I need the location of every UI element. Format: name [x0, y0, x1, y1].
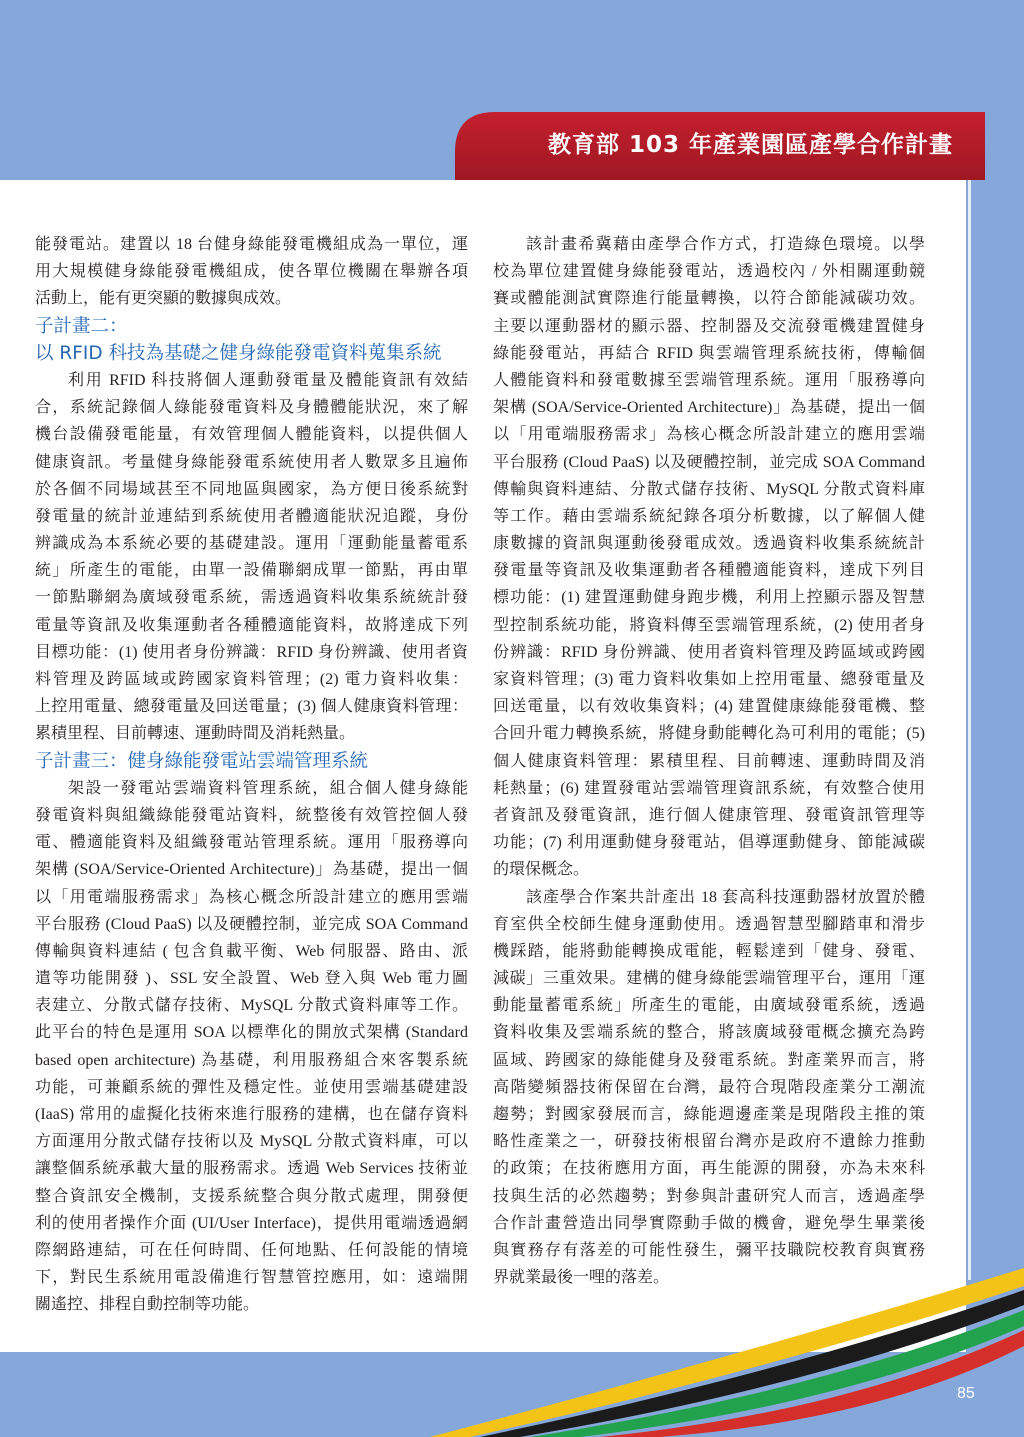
text-line: 康數據的資訊與運動後發電成效。透過資料收集系統統計 — [493, 535, 925, 553]
text-line: 份辨識：RFID 身份辨識、使用者資料管理及跨區域或跨國 — [493, 643, 925, 661]
text-line: 架構 (SOA/Service-Oriented Architecture)」為基礎，提出一個 — [493, 399, 925, 417]
text-line: 趨勢；對國家發展而言，綠能週邊產業是現階段主推的策 — [493, 1106, 925, 1123]
text-line: 賽或體能測試實際進行能量轉換，以符合節能減碳功效。 — [493, 290, 925, 308]
text-line: 方面運用分散式儲存技術以及 MySQL 分散式資料庫，可以 — [35, 1133, 468, 1151]
text-line: 動能量蓄電系統」所產生的電能，由廣域發電系統，透過 — [493, 997, 925, 1015]
text-line: 電、體適能資料及組織發電站管理系統。運用「服務導向 — [35, 834, 468, 852]
text-line: 整合資訊安全機制，支援系統整合與分散式處理，開發便 — [35, 1187, 468, 1205]
text-line: 回送電量，以有效收集資料；(4) 建置健康綠能發電機、整 — [493, 698, 925, 716]
text-line: 合，系統記錄個人綠能發電資料及身體體能狀況，來了解 — [35, 399, 468, 417]
text-line: 界就業最後一哩的落差。 — [493, 1269, 670, 1287]
text-line: 該產學合作案共計產出 18 套高科技運動器材放置於體 — [526, 888, 925, 906]
text-line: 等工作。藉由雲端系統紀錄各項分析數據，以了解個人健 — [493, 507, 925, 525]
header-title: 教育部 103 年產業園區產學合作計畫 — [548, 132, 954, 158]
paragraph — [35, 231, 468, 313]
text-line: 發電資料與組織綠能發電站資料，統整後有效管控個人發 — [35, 806, 468, 824]
text-line: 機台設備發電能量，有效管理個人體能資料，以提供個人 — [35, 426, 468, 444]
text-line: 用大規模健身綠能發電機組成，使各單位機關在舉辦各項 — [35, 263, 468, 281]
text-line: 平台服務 (Cloud PaaS) 以及硬體控制，並完成 SOA Command — [493, 453, 925, 471]
text-line: 傳輸與資料連結、分散式儲存技術、MySQL 分散式資料庫 — [493, 480, 925, 498]
text-line: 際網路連結，可在任何時間、任何地點、任何設能的情境 — [35, 1241, 468, 1259]
text-line: 遣等功能開發 )、SSL 安全設置、Web 登入與 Web 電力圖 — [35, 970, 468, 988]
right-edge-line — [968, 180, 971, 1280]
text-line: 區域、跨國家的綠能健身及發電系統。對產業界而言，將 — [493, 1051, 925, 1069]
text-line: 目標功能：(1) 使用者身份辨識：RFID 身份辨識、使用者資 — [35, 643, 468, 661]
text-line: 平台服務 (Cloud PaaS) 以及硬體控制，並完成 SOA Command — [35, 915, 468, 933]
text-line: 該計畫希冀藉由產學合作方式，打造綠色環境。以學 — [526, 236, 925, 253]
text-line: 以「用電端服務需求」為核心概念所設計建立的應用雲端 — [35, 888, 468, 906]
text-line: 個人健康資料管理：累積里程、目前轉速、運動時間及消 — [493, 752, 925, 770]
text-line: 技與生活的必然趨勢；對參與計畫研究人而言，透過產學 — [493, 1187, 925, 1205]
text-line: 與實務存有落差的可能性發生，彌平技職院校教育與實務 — [493, 1241, 925, 1259]
text-line: 育室供全校師生健身運動使用。透過智慧型腳踏車和滑步 — [493, 915, 925, 933]
text-line: 關遙控、排程自動控制等功能。 — [35, 1296, 260, 1314]
text-line: 合作計畫營造出同學實際動手做的機會，避免學生畢業後 — [493, 1214, 925, 1232]
text-line: 功能，可兼顧系統的彈性及穩定性。並使用雲端基礎建設 — [35, 1078, 468, 1096]
text-line: 傳輸與資料連結 ( 包含負載平衡、Web 伺服器、路由、派 — [35, 942, 468, 960]
text-line: 上控用電量、總發電量及回送電量；(3) 個人健康資料管理： — [35, 698, 468, 716]
text-line: 統」所產生的電能，由單一設備聯網成單一節點，再由單 — [35, 562, 468, 580]
text-line: 電量等資訊及收集運動者各種體適能資料，故將達成下列 — [35, 616, 468, 634]
text-line: 耗熱量；(6) 建置發電站雲端管理資訊系統，有效整合使用 — [493, 779, 925, 797]
section-heading: 以 RFID 科技為基礎之健身綠能發電資料蒐集系統 — [35, 342, 442, 364]
text-line: 累積里程、目前轉速、運動時間及消耗熱量。 — [35, 725, 356, 743]
text-line: 的環保概念。 — [493, 861, 590, 879]
text-line: 辨識成為本系統必要的基礎建設。運用「運動能量蓄電系 — [35, 535, 468, 553]
paragraph — [35, 367, 468, 748]
text-line: 一節點聯網為廣域發電系統，需透過資料收集系統統計發 — [35, 589, 468, 607]
text-line: 家資料管理；(3) 電力資料收集如上控用電量、總發電量及 — [493, 671, 925, 688]
text-line: 主要以運動器材的顯示器、控制器及交流發電機建置健身 — [493, 317, 925, 335]
paragraph — [493, 231, 925, 884]
section-heading: 子計畫三：健身綠能發電站雲端管理系統 — [35, 750, 369, 772]
text-line: 此平台的特色是運用 SOA 以標準化的開放式架構 (Standard — [35, 1024, 468, 1042]
paragraph — [493, 884, 925, 1292]
text-line: 發電量等資訊及收集運動者各種體適能資料，達成下列目 — [493, 562, 925, 580]
left-column — [35, 231, 468, 1319]
text-line: (IaaS) 常用的虛擬化技術來進行服務的建構，也在儲存資料 — [35, 1106, 468, 1123]
section-heading-label: 子計畫二： — [35, 315, 128, 337]
text-line: based open architecture) 為基礎，利用服務組合來客製系統 — [35, 1051, 468, 1069]
text-line: 下，對民生系統用電設備進行智慧管控應用，如：遠端開 — [35, 1269, 468, 1287]
text-line: 活動上，能有更突顯的數據與成效。 — [35, 290, 292, 308]
text-line: 略性產業之一，研發技術根留台灣亦是政府不遺餘力推動 — [493, 1133, 925, 1151]
text-line: 高階變頻器技術保留在台灣，最符合現階段產業分工潮流 — [493, 1078, 925, 1096]
text-line: 架構 (SOA/Service-Oriented Architecture)」為基礎，提出一個 — [35, 861, 468, 879]
text-line: 校為單位建置健身綠能發電站，透過校內 / 外相關運動競 — [493, 263, 925, 281]
text-line: 資料收集及雲端系統的整合，將該廣域發電概念擴充為跨 — [493, 1024, 925, 1042]
text-line: 綠能發電站，再結合 RFID 與雲端管理系統技術，傳輸個 — [493, 344, 925, 362]
text-line: 合回升電力轉換系統，將健身動能轉化為可利用的電能；(5) — [493, 725, 925, 743]
text-line: 標功能：(1) 建置運動健身跑步機，利用上控顯示器及智慧 — [493, 589, 925, 607]
text-line: 減碳」三重效果。建構的健身綠能雲端管理平台，運用「運 — [493, 970, 925, 988]
text-line: 料管理及跨區域或跨國家資料管理；(2) 電力資料收集： — [35, 671, 468, 688]
text-line: 健康資訊。考量健身綠能發電系統使用者人數眾多且遍佈 — [35, 453, 468, 471]
right-column — [493, 231, 925, 1291]
text-line: 人體能資料和發電數據至雲端管理系統。運用「服務導向 — [493, 371, 925, 389]
paragraph — [35, 775, 468, 1319]
text-line: 機踩踏，能將動能轉換成電能，輕鬆達到「健身、發電、 — [493, 942, 925, 960]
text-line: 功能；(7) 利用運動健身發電站，倡導運動健身、節能減碳 — [493, 834, 925, 852]
text-line: 架設一發電站雲端資料管理系統，組合個人健身綠能 — [68, 779, 468, 797]
text-line: 讓整個系統承載大量的服務需求。透過 Web Services 技術並 — [35, 1160, 468, 1178]
page-number: 85 — [957, 1385, 975, 1402]
text-line: 利用 RFID 科技將個人運動發電量及體能資訊有效結 — [68, 371, 468, 389]
text-line: 能發電站。建置以 18 台健身綠能發電機組成為一單位，運 — [35, 236, 468, 253]
text-line: 利的使用者操作介面 (UI/User Interface)，提供用電端透過網 — [35, 1214, 468, 1232]
text-line: 於各個不同場域甚至不同地區與國家，為方便日後系統對 — [35, 480, 468, 498]
text-line: 的政策；在技術應用方面，再生能源的開發，亦為未來科 — [493, 1160, 925, 1178]
text-line: 者資訊及發電資訊，進行個人健康管理、發電資訊管理等 — [493, 806, 925, 824]
text-line: 表建立、分散式儲存技術、MySQL 分散式資料庫等工作。 — [35, 997, 468, 1015]
text-line: 以「用電端服務需求」為核心概念所設計建立的應用雲端 — [493, 426, 925, 444]
text-line: 發電量的統計並連結到系統使用者體適能狀況追蹤，身份 — [35, 507, 468, 525]
text-line: 型控制系統功能，將資料傳至雲端管理系統，(2) 使用者身 — [493, 616, 925, 634]
